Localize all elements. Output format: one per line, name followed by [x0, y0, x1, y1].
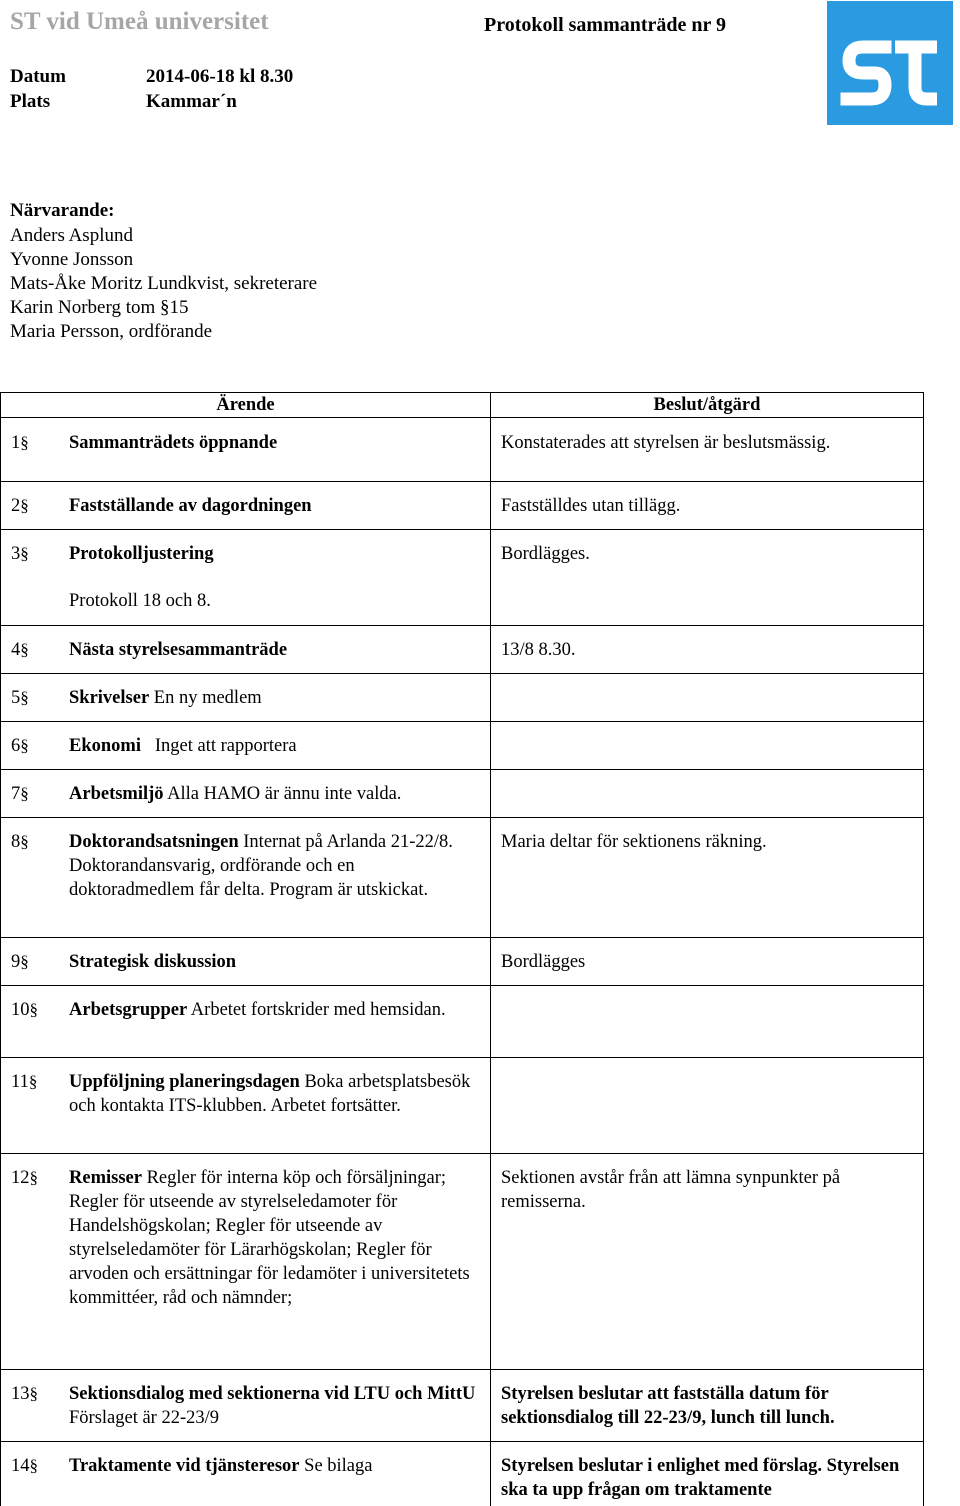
item-text: Alla HAMO är ännu inte valda.	[167, 784, 402, 804]
item-title: Doktorandsatsningen	[69, 832, 239, 852]
item-title: Uppföljning planeringsdagen	[69, 1072, 300, 1092]
organization-name: ST vid Umeå universitet	[10, 8, 269, 35]
item-number: 5	[11, 688, 21, 708]
item-decision: Maria deltar för sektionens räkning.	[491, 818, 924, 938]
item-decision: Bordlägges	[491, 938, 924, 986]
attendee: Maria Persson, ordförande	[10, 321, 213, 342]
table-row: 6§ Ekonomi Inget att rapportera	[1, 722, 924, 770]
item-title: Arbetsgrupper	[69, 1000, 188, 1020]
attendees-heading: Närvarande:	[10, 200, 115, 221]
item-number: 4	[11, 640, 21, 660]
table-row: 11§ Uppföljning planeringsdagen Boka arbetsplatsbesök och kontakta ITS-klubben. Arbetet fortsätter.	[1, 1058, 924, 1154]
item-number: 10	[11, 1000, 30, 1020]
table-row: 4§ Nästa styrelsesammanträde 13/8 8.30.	[1, 626, 924, 674]
st-logo	[827, 1, 953, 125]
item-decision: Styrelsen beslutar att fastställa datum för sektionsdialog till 22-23/9, lunch till lunch.	[501, 1384, 835, 1428]
item-title: Skrivelser	[69, 688, 150, 708]
table-row: 12§ Remisser Regler för interna köp och försäljningar; Regler för utseende av styrelseledamoter för Handelshögskolan; Regler för utseende av styrelseledamöter för Lärarhögskolan; Regler för arvoden och ersättningar för ledamöter i universitetets kommittéer, råd och nämnder; Sektionen avstår från att lämna synpunkter på remisserna.	[1, 1154, 924, 1370]
item-decision: Konstaterades att styrelsen är beslutsmässig.	[491, 418, 924, 482]
table-row: 1§ Sammanträdets öppnande Konstaterades att styrelsen är beslutsmässig.	[1, 418, 924, 482]
table-row: 10§ Arbetsgrupper Arbetet fortskrider med hemsidan.	[1, 986, 924, 1058]
protocol-title: Protokoll sammanträde nr 9	[484, 14, 727, 36]
item-title: Traktamente vid tjänsteresor	[69, 1456, 300, 1476]
table-header	[1, 393, 924, 418]
item-title: Fastställande av dagordningen	[69, 496, 312, 516]
table-row: 7§ Arbetsmiljö Alla HAMO är ännu inte valda.	[1, 770, 924, 818]
item-number: 11	[11, 1072, 29, 1092]
date-value: 2014-06-18 kl 8.30	[146, 66, 294, 87]
item-title: Remisser	[69, 1168, 142, 1188]
item-title: Arbetsmiljö	[69, 784, 164, 804]
item-text: Protokoll 18 och 8.	[69, 591, 211, 611]
table-row: 2§ Fastställande av dagordningen Fastställdes utan tillägg.	[1, 482, 924, 530]
item-title: Protokolljustering	[69, 544, 214, 564]
column-header-matter: Ärende	[1, 393, 491, 418]
item-decision: Sektionen avstår från att lämna synpunkter på remisserna.	[491, 1154, 924, 1370]
item-decision: Bordlägges.	[491, 530, 924, 626]
item-text: Se bilaga	[304, 1456, 373, 1476]
item-number: 14	[11, 1456, 30, 1476]
item-number: 7	[11, 784, 21, 804]
item-decision	[491, 674, 924, 722]
item-number: 9	[11, 952, 21, 972]
place-label: Plats	[10, 91, 51, 112]
item-text: Inget att rapportera	[154, 736, 297, 756]
item-decision	[491, 986, 924, 1058]
item-number: 13	[11, 1384, 30, 1404]
item-text: Förslaget är 22-23/9	[69, 1408, 220, 1428]
item-text: Boka arbetsplatsbesök och kontakta ITS-klubben. Arbetet fortsätter.	[69, 1072, 471, 1116]
item-number: 6	[11, 736, 21, 756]
table-row: 3§ Protokolljustering Protokoll 18 och 8. Bordlägges.	[1, 530, 924, 626]
item-decision: Styrelsen beslutar i enlighet med förslag. Styrelsen ska ta upp frågan om traktamente	[501, 1456, 900, 1500]
table-row: 14§ Traktamente vid tjänsteresor Se bilaga Styrelsen beslutar i enlighet med förslag. Styrelsen ska ta upp frågan om traktamente	[1, 1442, 924, 1506]
item-number: 3	[11, 544, 21, 564]
agenda-table	[0, 392, 923, 1506]
table-row: 9§ Strategisk diskussion Bordlägges	[1, 938, 924, 986]
item-text: En ny medlem	[153, 688, 262, 708]
attendee: Mats-Åke Moritz Lundkvist, sekreterare	[10, 273, 318, 294]
place-value: Kammar´n	[146, 91, 237, 112]
item-number: 1	[11, 433, 21, 453]
item-decision: Fastställdes utan tillägg.	[491, 482, 924, 530]
table-row: 13§ Sektionsdialog med sektionerna vid LTU och MittU Förslaget är 22-23/9 Styrelsen beslutar att fastställa datum för sektionsdialog till 22-23/9, lunch till lunch.	[1, 1370, 924, 1442]
item-title: Sektionsdialog med sektionerna vid LTU och MittU	[69, 1384, 476, 1404]
item-number: 2	[11, 496, 21, 516]
attendee: Yvonne Jonsson	[10, 249, 134, 270]
item-text: Arbetet fortskrider med hemsidan.	[190, 1000, 446, 1020]
attendee: Karin Norberg tom §15	[10, 297, 189, 318]
item-title: Sammanträdets öppnande	[69, 433, 278, 453]
item-decision: 13/8 8.30.	[491, 626, 924, 674]
item-text: Regler för interna köp och försäljningar; Regler för utseende av styrelseledamoter för Handelshögskolan; Regler för utseende av styrelseledamöter för Lärarhögskolan; Regler för arvoden och ersättningar för ledamöter i universitetets kommittéer, råd och nämnder;	[69, 1168, 470, 1308]
item-decision	[491, 722, 924, 770]
column-header-decision: Beslut/åtgärd	[491, 393, 924, 418]
item-number: 12	[11, 1168, 30, 1188]
table-row: 8§ Doktorandsatsningen Internat på Arlanda 21-22/8. Doktorandansvarig, ordförande och en doktoradmedlem får delta. Program är utskickat. Maria deltar för sektionens räkning.	[1, 818, 924, 938]
item-text: Internat på Arlanda 21-22/8. Doktorandansvarig, ordförande och en doktoradmedlem får delta. Program är utskickat.	[69, 832, 453, 900]
st-logo-mark	[827, 1, 953, 125]
item-title: Strategisk diskussion	[69, 952, 237, 972]
item-number: 8	[11, 832, 21, 852]
item-decision	[491, 1058, 924, 1154]
attendee: Anders Asplund	[10, 225, 133, 246]
item-title: Nästa styrelsesammanträde	[69, 640, 288, 660]
item-decision	[491, 770, 924, 818]
item-title: Ekonomi	[69, 736, 141, 756]
table-row: 5§ Skrivelser En ny medlem	[1, 674, 924, 722]
attendees-list	[10, 224, 317, 344]
date-label: Datum	[10, 66, 66, 87]
